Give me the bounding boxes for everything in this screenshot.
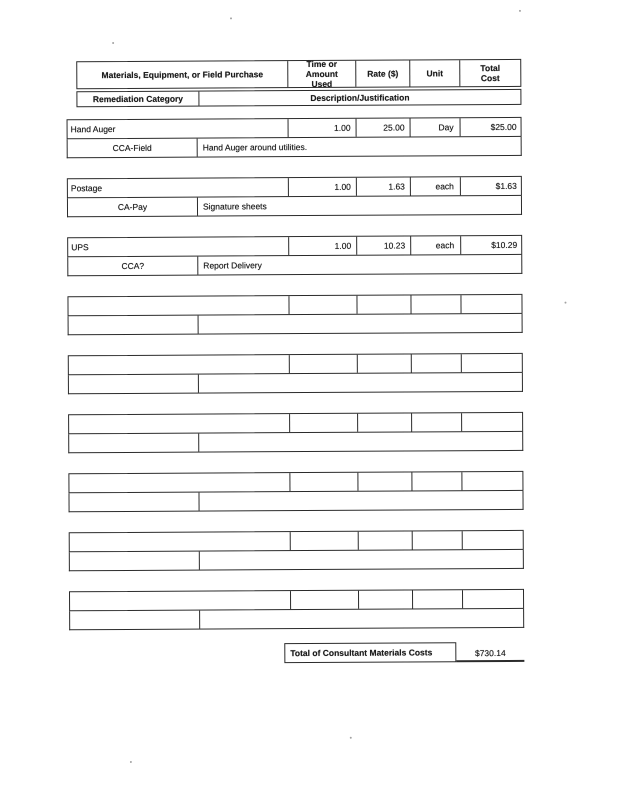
- entry-sub-row: [67, 255, 522, 276]
- entry-unit: [412, 590, 462, 608]
- entry-description: Hand Auger around utilities.: [202, 142, 308, 153]
- entry-block: [68, 353, 523, 394]
- entry-description: [199, 373, 522, 393]
- entry-total-cost: [461, 354, 522, 372]
- entry-time-amount: 1.00: [288, 119, 356, 137]
- entry-block: [67, 294, 522, 335]
- entry-remediation-category: [69, 316, 199, 335]
- header-item-column: Materials, Equipment, or Field Purchase: [101, 69, 264, 80]
- entry-main-row: [69, 589, 524, 611]
- entry-unit: each: [410, 177, 460, 195]
- header-rate-column: Rate ($): [355, 60, 409, 86]
- entry-main-row: [67, 294, 522, 316]
- entry-unit: each: [410, 236, 460, 254]
- entry-remediation-category: [70, 552, 200, 571]
- scan-speck: [564, 302, 566, 304]
- entry-rate: 25.00: [356, 118, 410, 136]
- entry-description: [199, 491, 522, 511]
- entry-item: [70, 591, 290, 610]
- entry-time-amount: [289, 355, 357, 373]
- entry-description: [199, 432, 522, 452]
- entry-item: [69, 473, 289, 492]
- entry-item: Postage: [70, 183, 103, 194]
- entry-rate: [357, 354, 411, 372]
- entry-main-row: [67, 117, 522, 139]
- entry-item: UPS: [71, 242, 89, 253]
- scan-speck: [519, 10, 521, 12]
- header-time-column: Time or Amount Used: [287, 61, 355, 87]
- entry-description: [199, 314, 522, 334]
- entry-sub-row: [67, 137, 522, 158]
- total-value: $730.14: [456, 642, 524, 662]
- entry-block: [67, 117, 522, 158]
- entry-item: [69, 414, 289, 433]
- entry-time-amount: 1.00: [288, 178, 356, 196]
- entry-sub-row: [67, 196, 522, 217]
- entry-remediation-category: CCA?: [68, 257, 198, 276]
- entry-rate: [357, 413, 411, 431]
- total-row: [284, 642, 524, 663]
- entry-main-row: [68, 412, 523, 434]
- total-label: Total of Consultant Materials Costs: [284, 642, 456, 663]
- entry-time-amount: 1.00: [288, 237, 356, 255]
- entry-time-amount: [290, 532, 358, 550]
- entry-total-cost: [460, 295, 521, 313]
- entry-total-cost: $1.63: [460, 177, 521, 195]
- entry-unit: [412, 531, 462, 549]
- entries-container: [67, 117, 525, 650]
- scan-speck: [350, 737, 352, 739]
- entry-remediation-category: CA-Pay: [68, 198, 198, 217]
- entry-sub-row: [69, 609, 524, 630]
- entry-time-amount: [289, 414, 357, 432]
- entry-main-row: [67, 176, 522, 198]
- entry-time-amount: [289, 473, 357, 491]
- entry-rate: 10.23: [356, 236, 410, 254]
- entry-time-amount: [290, 591, 358, 609]
- entry-description: [200, 609, 523, 629]
- entry-item: [68, 296, 288, 315]
- entry-total-cost: $25.00: [460, 118, 521, 136]
- entry-rate: [357, 472, 411, 490]
- entry-main-row: [68, 353, 523, 375]
- header-total-column: Total Cost: [459, 60, 520, 86]
- table-header: [76, 59, 521, 107]
- entry-unit: [411, 354, 461, 372]
- scan-speck: [230, 17, 232, 19]
- entry-total-cost: [461, 472, 522, 490]
- entry-sub-row: [68, 373, 523, 394]
- entry-block: [68, 412, 523, 453]
- entry-rate: [358, 531, 412, 549]
- header-unit-column: Unit: [409, 60, 459, 86]
- entry-total-cost: $10.29: [460, 236, 521, 254]
- header-description-justification: Description/Justification: [310, 92, 410, 103]
- entry-main-row: [67, 235, 522, 257]
- entry-remediation-category: [69, 434, 199, 453]
- entry-block: [68, 471, 523, 512]
- entry-unit: Day: [410, 118, 460, 136]
- entry-sub-row: [69, 550, 524, 571]
- entry-total-cost: [462, 531, 523, 549]
- entry-main-row: [68, 471, 523, 493]
- entry-unit: [411, 413, 461, 431]
- entry-remediation-category: [69, 493, 199, 512]
- entry-total-cost: [462, 590, 523, 608]
- entry-block: [69, 530, 524, 571]
- entry-time-amount: [288, 296, 356, 314]
- entry-description: Signature sheets: [202, 201, 267, 212]
- entry-remediation-category: [70, 611, 200, 630]
- entry-sub-row: [68, 491, 523, 512]
- entry-sub-row: [68, 432, 523, 453]
- entry-rate: [356, 295, 410, 313]
- subheader-row: [76, 89, 521, 107]
- header-remediation-category: Remediation Category: [77, 92, 199, 107]
- entry-unit: [410, 295, 460, 313]
- entry-block: [69, 589, 524, 630]
- entry-block: [67, 176, 522, 217]
- entry-unit: [411, 472, 461, 490]
- entry-item: Hand Auger: [70, 124, 116, 135]
- scan-speck: [130, 761, 132, 763]
- entry-item: [69, 355, 289, 374]
- entry-block: [67, 235, 522, 276]
- entry-sub-row: [68, 314, 523, 335]
- entry-rate: [358, 590, 412, 608]
- entry-remediation-category: CCA-Field: [68, 139, 198, 158]
- entry-description: [200, 550, 523, 570]
- entry-remediation-category: [69, 375, 199, 394]
- entry-description: Report Delivery: [203, 260, 262, 271]
- entry-item: [70, 532, 290, 551]
- scan-speck: [112, 42, 114, 44]
- entry-total-cost: [461, 413, 522, 431]
- entry-main-row: [69, 530, 524, 552]
- column-header-row: [76, 59, 521, 89]
- entry-rate: 1.63: [356, 177, 410, 195]
